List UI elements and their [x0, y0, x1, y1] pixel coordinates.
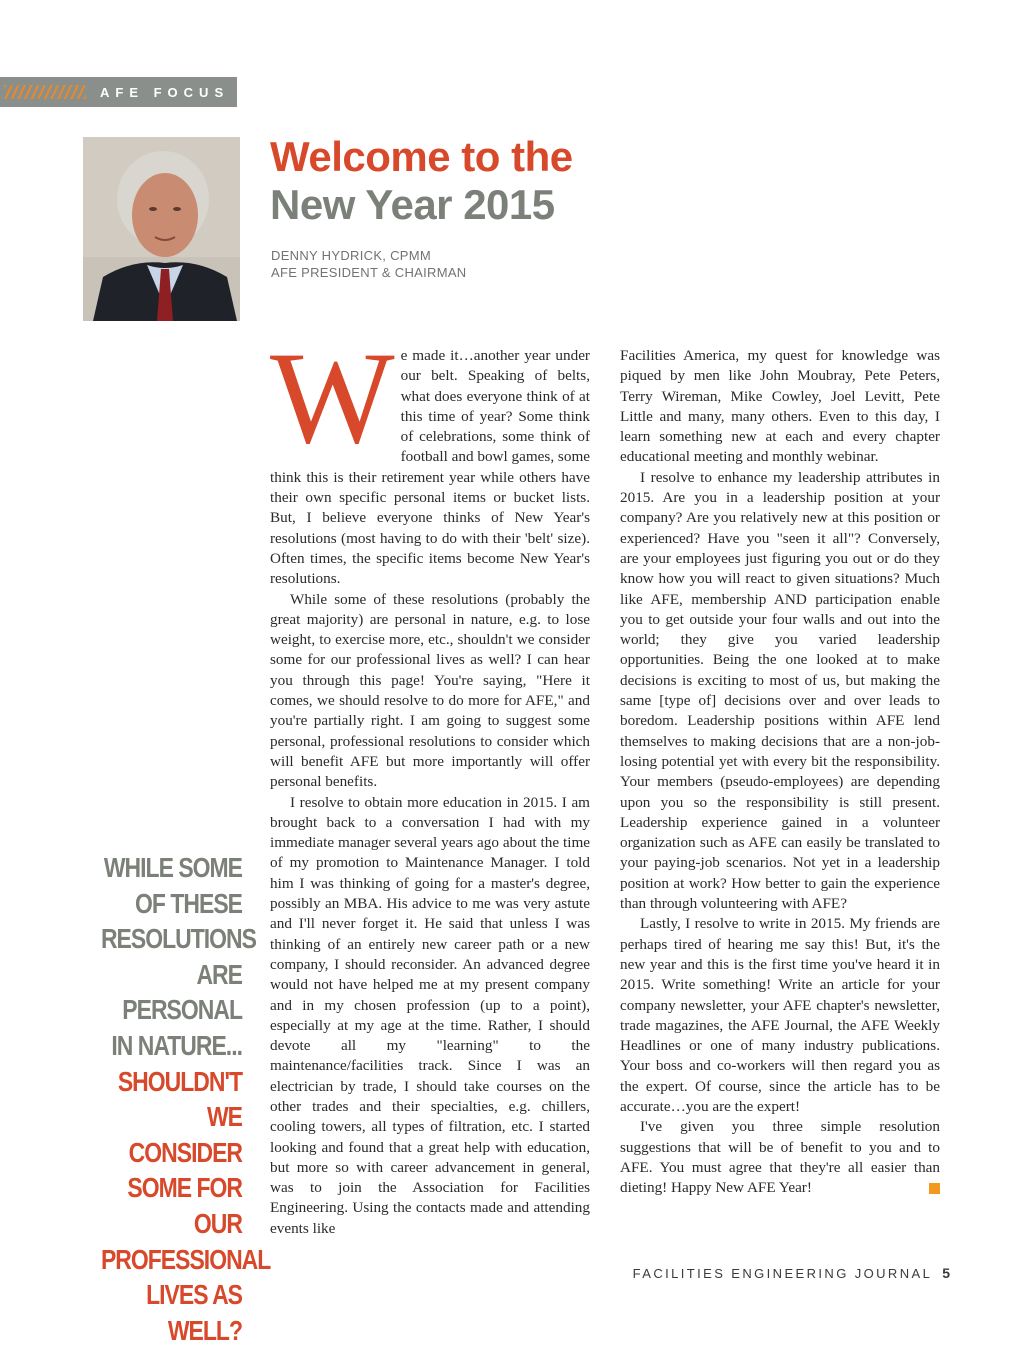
paragraph-final	[620, 1117, 940, 1198]
title-line-2: New Year 2015	[270, 181, 555, 228]
article-column-1	[270, 324, 590, 1239]
author-portrait-image	[83, 137, 240, 321]
author-name: DENNY HYDRICK, CPMM	[271, 248, 432, 263]
article-title	[270, 133, 870, 229]
author-photo	[83, 137, 240, 321]
author-role: AFE PRESIDENT & CHAIRMAN	[271, 265, 467, 280]
end-mark-icon	[929, 1183, 940, 1194]
pull-quote	[100, 850, 271, 1348]
pull-quote-red: SHOULDN'T WE CONSIDER SOME FOR OUR PROFESSIONAL LIVES AS WELL?	[100, 1065, 271, 1346]
page-footer	[620, 1265, 950, 1281]
byline	[271, 247, 467, 281]
section-label: AFE FOCUS	[100, 84, 230, 100]
paragraph: Facilities America, my quest for knowledge was piqued by men like John Moubray, Pete Peters, Terry Wireman, Mike Cowley, Joel Levitt, Pete Little and many, many others. Even to this day, I learn something new at each and every chapter educational meeting and monthly webinar.	[620, 347, 940, 466]
paragraph-final-text: I've given you three simple resolution suggestions that will be of benefit to you and to AFE. You must agree that they're all easier than dieting! Happy New AFE Year!	[620, 1118, 940, 1197]
title-line-1: Welcome to the	[270, 133, 573, 180]
paragraph: e made it…another year under our belt. Speaking of belts, what does everyone think of at this time of year? Some think of celebrations, some think of football and bowl games, some think this is their retirement year while others have their own specific personal items or bucket lists. But, I believe everyone thinks of New Year's resolutions (most having to do with their 'belt' size). Often times, the specific items become New Year's resolutions.	[270, 347, 590, 588]
article-column-2	[620, 346, 940, 1198]
journal-name: FACILITIES ENGINEERING JOURNAL	[632, 1266, 933, 1281]
drop-cap: W	[270, 324, 395, 471]
section-tag	[0, 77, 237, 107]
paragraph: I resolve to enhance my leadership attributes in 2015. Are you in a leadership position at your company? Are you relatively new at this position or experienced? Have you "seen it all"? Conversely, are your employees just figuring you out or do they know how you will react to given situations? Much like AFE, membership AND participation enable you to get outside your four walls and out into the world; they give you varied leadership opportunities. Being the one looked at to make decisions is exciting to most of us, but making the same [type of] decisions over and over leads to boredom. Leadership positions within AFE lend themselves to making decisions that are a non-job-losing potential yet with every bit the responsibility. Your members (pseudo-employees) are depending upon you so the responsibility is still present. Leadership experience gained in a volunteer organization such as AFE can easily be translated to your paying-job scenarios. Not yet in a leadership position at work? How better to gain the experience than through volunteering with AFE?	[620, 468, 940, 913]
page-number: 5	[942, 1265, 950, 1281]
paragraph: Lastly, I resolve to write in 2015. My friends are perhaps tired of hearing me say this! But, it's the new year and this is the first time you've heard it in 2015. Write something! Write an article for your company newsletter, your AFE chapter's newsletter, trade magazines, the AFE Journal, the AFE Weekly Headlines or one of many industry publications. Your boss and co-workers will then regard you as the expert. Of course, since the article has to be accurate…you are the expert!	[620, 915, 940, 1115]
paragraph: While some of these resolutions (probably the great majority) are personal in nature, e.g. to lose weight, to exercise more, etc., shouldn't we consider some for our professional lives as well? I can hear you through this page! You're saying, "Here it comes, we should resolve to do more for AFE," and you're partially right. I am going to suggest some personal, professional resolutions to consider which will benefit AFE but more importantly will offer personal benefits.	[270, 590, 590, 791]
pull-quote-gray: WHILE SOME OF THESE RESOLUTIONS ARE PERSONAL IN NATURE...	[100, 852, 256, 1061]
stripes-decoration	[4, 85, 86, 99]
paragraph: I resolve to obtain more education in 2015. I am brought back to a conversation I had with my immediate manager several years ago about the time of my promotion to Maintenance Manager. I told him I was thinking of going for a master's degree, possibly an MBA. His advice to me was very astute and I'll never forget it. He said that unless I was thinking of an entirely new career path or a new company, I should reconsider. An advanced degree would not have helped me at my present company and in my chosen profession (up to a point), especially at my age at the time. Rather, I should devote all my "learning" to the maintenance/facilities track. Since I was an electrician by trade, I should take courses on the other trades and their specialties, e.g. chillers, cooling towers, all types of filtration, etc. I started looking and found that a great help with education, but more so with career advancement in general, was to join the Association for Facilities Engineering. Using the contacts made and attending events like	[270, 793, 590, 1237]
